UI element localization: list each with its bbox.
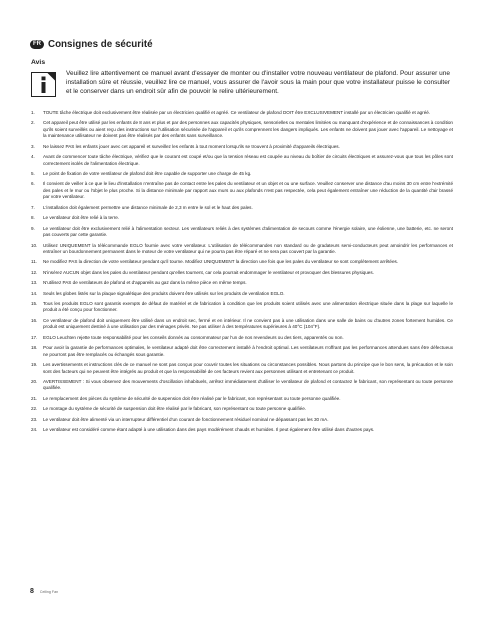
list-item-text: Avant de commencer toute tâche électrique, vérifiez que le courant est coupé et/ou que la tension réseau est coupée au niveau du boîtier de circuits électriques et assurez-vous que tous les pôles sont correctement isolés de l'alimentation électrique.: [43, 154, 453, 166]
list-item-number: 16.: [31, 317, 38, 323]
list-item: [31, 280, 453, 287]
list-item-text: Tous les produits EGLO sont garantis exempts de défaut de matériel et de fabrication à condition que les produits soient utilisés avec une alimentation électrique située dans la plage sur laquelle le produit a été conçu pour fonctionner.: [43, 300, 453, 313]
list-item-number: 19.: [31, 362, 38, 368]
list-item-text: Le montage du système de sécurité de suspension doit être réalisé par le fabricant, son représentant ou toute personne qualifiée.: [43, 406, 307, 412]
list-item: [31, 259, 453, 266]
list-item-number: 24.: [31, 426, 38, 432]
list-item: [31, 144, 453, 151]
list-item: [31, 427, 453, 434]
list-item: [31, 396, 453, 403]
list-item: [31, 406, 453, 413]
list-item-text: Ce ventilateur de plafond doit uniquement être utilisé dans un endroit sec, fermé et en intérieur. Il ne convient pas à une utilisation dans une salle de bains ou d'autres zones fortement humides. Ce produit est uniquement destiné à une utilisation par des ménages privés. Ne pas utiliser à des températures supérieures à 40°C (104°F).: [43, 317, 453, 330]
list-item: [31, 270, 453, 277]
list-item-text: Les avertissements et instructions clés de ce manuel ne sont pas conçus pour couvrir toutes les situations ou circonstances possibles. Nous partons du principe que le bon sens, la précaution et le soin sont des facteurs qui ne peuvent être intégrés au produit et que la responsabilité de ces facteurs revient aux personnes utilisant et entretenant ce produit.: [43, 362, 453, 374]
language-badge: FR: [30, 40, 44, 49]
list-item: [31, 379, 453, 392]
list-item: [31, 362, 453, 375]
list-item: [31, 345, 453, 358]
avis-label: Avis: [31, 59, 46, 66]
list-item-text: Cet appareil peut être utilisé par les enfants de 8 ans et plus et par des personnes aux capacités physiques, sensorielles ou mentales limitées ou manquant d'expérience et de connaissances à condition qu'ils soient surveillés ou aient reçu des instructions sur l'utilisation sécurisée de l'appareil et qu'ils comprennent les dangers impliqués. Les enfants ne doivent pas jouer avec l'appareil. Le nettoyage et la maintenance utilisateur ne doivent pas être réalisés par des enfants sans surveillance.: [43, 120, 453, 139]
list-item: [31, 215, 453, 222]
footer: [30, 588, 58, 595]
info-icon: [31, 72, 56, 97]
list-item-number: 4.: [31, 154, 35, 160]
list-item: [31, 171, 453, 178]
list-item-number: 14.: [31, 290, 38, 296]
list-item: [31, 205, 453, 212]
list-item-number: 21.: [31, 395, 38, 401]
list-item-text: Le ventilateur est considéré comme étant adapté à une utilisation dans des pays modérément chauds et humides. Il peut également être utilisé dans d'autres pays.: [43, 426, 375, 432]
list-item: [31, 226, 453, 239]
list-item-text: L'installation doit également permettre une distance minimale de 2,3 m entre le sol et le haut des pales.: [43, 204, 253, 210]
list-item-number: 17.: [31, 334, 38, 340]
list-item-text: TOUTE tâche électrique doit exclusivement être réalisée par un électricien qualifié et agréé. Ce ventilateur de plafond DOIT être EXCLUSIVEMENT installé par un électricien qualifié et agréé.: [43, 110, 431, 115]
list-item-number: 23.: [31, 416, 38, 422]
list-item: [31, 318, 453, 331]
list-item-number: 9.: [31, 225, 35, 231]
avis-text: Veuillez lire attentivement ce manuel avant d'essayer de monter ou d'installer votre nouveau ventilateur de plafond. Pour assurer une installation sûre et réussie, veuillez lire ce manuel, vous assurer de l'avoir sous la main pour que votre installateur puisse le consulter et le conserver dans un endroit sûr afin de pouvoir le relire ultérieurement.: [66, 70, 450, 96]
safety-list: [31, 110, 453, 437]
list-item-number: 22.: [31, 406, 38, 412]
list-item-number: 7.: [31, 204, 35, 210]
list-item: [31, 110, 453, 117]
list-item-text: AVERTISSEMENT : Si vous observez des mouvements d'oscillation inhabituels, arrêtez immédiatement d'utiliser le ventilateur de plafond et contactez le fabricant, son représentant ou toute personne qualifiée.: [43, 378, 453, 391]
list-item: [31, 301, 453, 314]
list-item-number: 13.: [31, 280, 38, 286]
list-item-number: 6.: [31, 181, 35, 187]
list-item: [31, 417, 453, 424]
list-item-text: Seuls les globes listés sur la plaque signalétique des produits doivent être utilisés sur les produits de ventilation EGLO.: [43, 290, 285, 296]
list-item-number: 18.: [31, 345, 38, 351]
list-item-text: N'utilisez PAS de ventilateurs de plafond et d'appareils au gaz dans la même pièce en même temps.: [43, 280, 247, 286]
title-row: [30, 39, 153, 50]
list-item-number: 3.: [31, 143, 35, 149]
list-item-number: 10.: [31, 242, 38, 248]
list-item-number: 2.: [31, 120, 35, 126]
list-item-number: 11.: [31, 259, 38, 265]
list-item-text: Le ventilateur doit être exclusivement relié à l'alimentation secteur. Les ventilateurs reliés à des systèmes d'alimentation de secours comme l'énergie solaire, une éolienne, une batterie, etc. ne seront pas couverts par cette garantie.: [43, 225, 453, 238]
list-item-number: 8.: [31, 215, 35, 221]
list-item-number: 5.: [31, 171, 35, 177]
list-item-text: EGLO Leuchten rejette toute responsabilité pour les conseils donnés au consommateur par l'un de nos revendeurs ou des tiers, apparentés ou non.: [43, 334, 344, 340]
page-number: 8: [30, 588, 34, 595]
list-item-number: 15.: [31, 300, 38, 306]
list-item-text: Le ventilateur doit être alimenté via un interrupteur différentiel d'un courant de fonctionnement résiduel nominal ne dépassant pas les 30 mA.: [43, 416, 329, 422]
list-item: [31, 181, 453, 201]
list-item-number: 1.: [31, 110, 35, 115]
list-item: [31, 120, 453, 140]
list-item-text: Ne laissez PAS les enfants jouer avec cet appareil et surveillez les enfants à tout moment lorsqu'ils se trouvent à proximité d'appareils électriques.: [43, 143, 340, 149]
list-item-number: 20.: [31, 378, 38, 384]
list-item-text: Le point de fixation de votre ventilateur de plafond doit être capable de supporter une charge de 45 kg.: [43, 171, 252, 177]
list-item-number: 12.: [31, 269, 38, 275]
list-item: [31, 335, 453, 342]
footer-text: Ceiling Fan: [39, 589, 59, 594]
list-item-text: Le ventilateur doit être relié à la terre.: [43, 215, 120, 221]
list-item-text: Il convient de veiller à ce que le lieu d'installation n'entraîne pas de contact entre les pales du ventilateur et un objet et ou une surface. Veuillez conserver une distance d'au moins 30 cm entre l'extrémité des pales et le mur ou l'objet le plus proche. Si la distance minimale par rapport aux murs ou aux plafonds n'est pas respectée, cela peut également entraîner une réduction de la quantité d'air brassé par votre ventilateur.: [43, 181, 453, 200]
list-item: [31, 154, 453, 167]
section-title: Consignes de sécurité: [48, 39, 153, 50]
list-item-text: Le remplacement des pièces du système de sécurité de suspension doit être réalisé par le fabricant, son représentant ou toute personne qualifiée.: [43, 395, 341, 401]
list-item-text: N'insérez AUCUN objet dans les pales du ventilateur pendant qu'elles tournent, car cela pourrait endommager le ventilateur et provoquer des blessures physiques.: [43, 269, 374, 275]
list-item-text: Utilisez UNIQUEMENT la télécommande EGLO fournie avec votre ventilateur. L'utilisation de télécommandes non standard ou de gradateurs semi-conducteurs peut amoindrir les performances et entraîner un bourdonnement permanent dans le moteur de votre ventilateur qui ne pourra pas être réparé et ne sera pas couvert par la garantie.: [43, 242, 453, 255]
list-item-text: Ne modifiez PAS la direction de votre ventilateur pendant qu'il tourne. Modifiez UNIQUEMENT la direction une fois que les pales du ventilateur se sont complètement arrêtées.: [43, 259, 399, 265]
list-item: [31, 291, 453, 298]
list-item-text: Pour avoir la garantie de performances optimales, le ventilateur adapté doit être correctement installé à l'endroit optimal. Les ventilateurs n'offrant pas les performances attendues sans être défectueux ne pourront pas être remplacés ou échangés sous garantie.: [43, 345, 453, 357]
list-item: [31, 243, 453, 256]
